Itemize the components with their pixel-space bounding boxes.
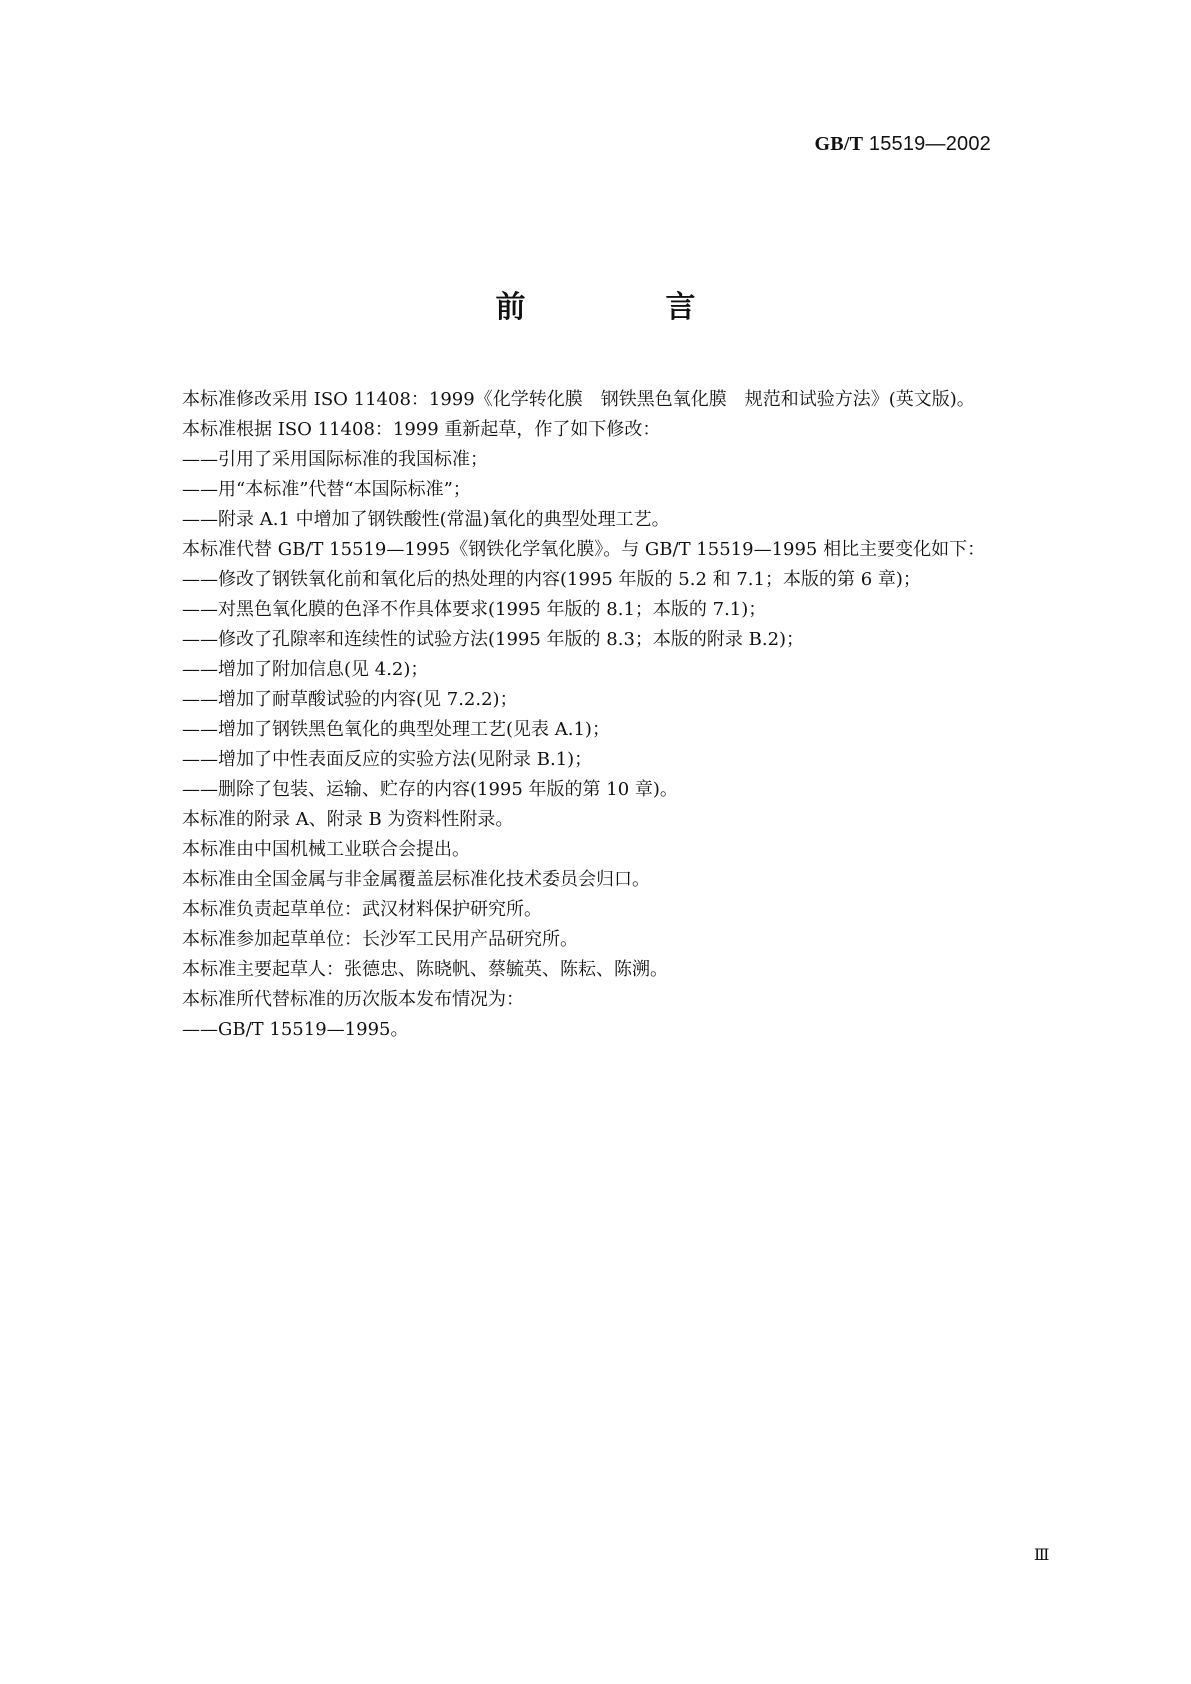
foreword-line: ——引用了采用国际标准的我国标准； <box>182 449 488 470</box>
foreword-line: ——修改了钢铁氧化前和氧化后的热处理的内容(1995 年版的 5.2 和 7.1；本版的第 6 章)； <box>182 569 921 590</box>
foreword-line: 本标准参加起草单位：长沙军工民用产品研究所。 <box>182 929 578 950</box>
standard-code-prefix: GB/T <box>814 133 864 155</box>
page-title: 前 言 <box>495 290 751 325</box>
foreword-line: 本标准主要起草人：张德忠、陈晓帆、蔡毓英、陈耘、陈溯。 <box>182 959 668 980</box>
foreword-line: 本标准代替 GB/T 15519—1995《钢铁化学氧化膜》。与 GB/T 15519—1995 相比主要变化如下： <box>182 539 986 560</box>
foreword-line: ——修改了孔隙率和连续性的试验方法(1995 年版的 8.3；本版的附录 B.2)； <box>182 629 805 650</box>
foreword-line: ——增加了钢铁黑色氧化的典型处理工艺(见表 A.1)； <box>182 719 610 740</box>
foreword-line: ——GB/T 15519—1995。 <box>182 1019 409 1040</box>
standard-code-number: 15519—2002 <box>868 133 991 155</box>
foreword-line: ——删除了包装、运输、贮存的内容(1995 年版的第 10 章)。 <box>182 779 678 800</box>
foreword-line: 本标准由全国金属与非金属覆盖层标准化技术委员会归口。 <box>182 869 650 890</box>
foreword-body <box>182 385 1052 1045</box>
foreword-line: ——增加了附加信息(见 4.2)； <box>182 659 429 680</box>
foreword-line: 本标准由中国机械工业联合会提出。 <box>182 839 470 860</box>
foreword-line: ——附录 A.1 中增加了钢铁酸性(常温)氧化的典型处理工艺。 <box>182 509 670 530</box>
foreword-line: ——增加了中性表面反应的实验方法(见附录 B.1)； <box>182 749 593 770</box>
foreword-line: 本标准根据 ISO 11408：1999 重新起草，作了如下修改： <box>182 419 661 440</box>
foreword-line: 本标准的附录 A、附录 B 为资料性附录。 <box>182 809 514 830</box>
foreword-line: ——对黑色氧化膜的色泽不作具体要求(1995 年版的 8.1；本版的 7.1)； <box>182 599 767 620</box>
foreword-line: 本标准负责起草单位：武汉材料保护研究所。 <box>182 899 542 920</box>
standard-code <box>815 133 991 156</box>
foreword-line: 本标准所代替标准的历次版本发布情况为： <box>182 989 524 1010</box>
foreword-line: ——增加了耐草酸试验的内容(见 7.2.2)； <box>182 689 518 710</box>
page-number: Ⅲ <box>1034 1547 1050 1564</box>
foreword-line: 本标准修改采用 ISO 11408：1999《化学转化膜 钢铁黑色氧化膜 规范和试验方法》(英文版)。 <box>182 389 975 410</box>
foreword-line: ——用“本标准”代替“本国际标准”； <box>182 479 471 500</box>
